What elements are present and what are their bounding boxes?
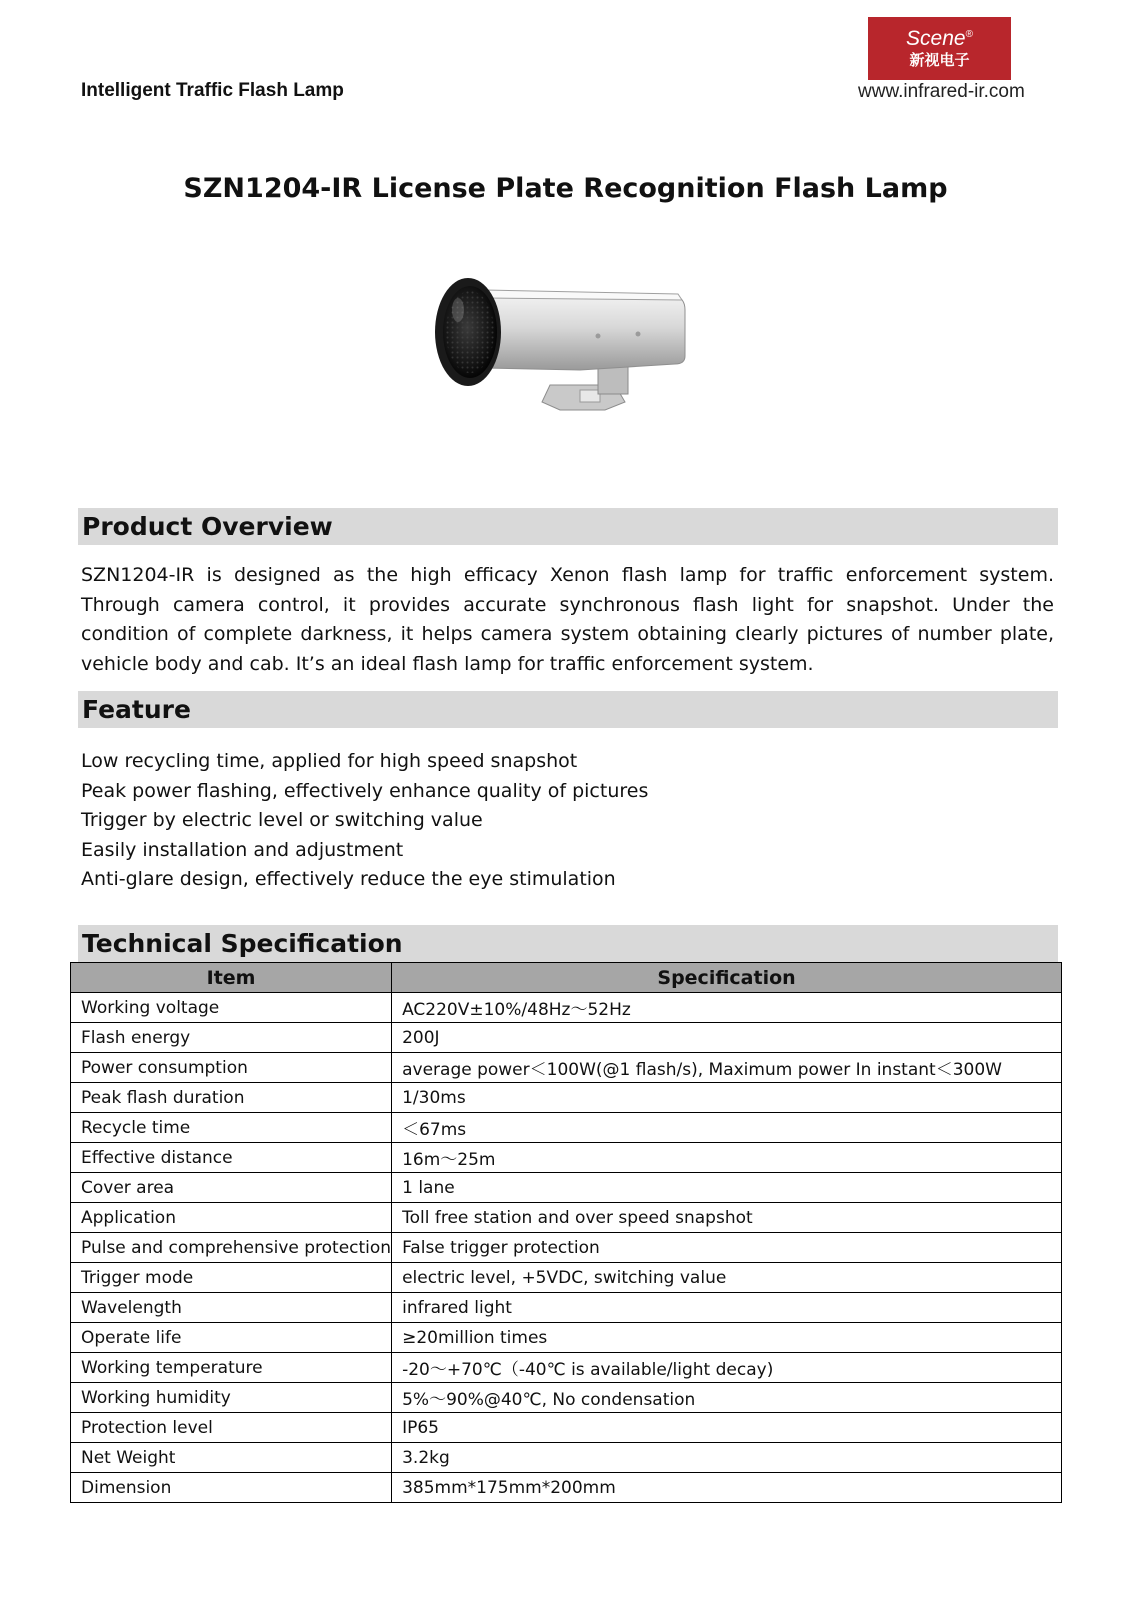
- logo-wordmark: Scene: [906, 27, 966, 50]
- spec-table: [70, 962, 1062, 1503]
- spec-item: Effective distance: [71, 1143, 392, 1173]
- section-heading-overview: Product Overview: [78, 508, 1058, 545]
- spec-value: infrared light: [392, 1293, 1062, 1323]
- feature-list: [81, 747, 648, 895]
- header-website: www.infrared-ir.com: [858, 81, 1025, 102]
- spec-item: Working temperature: [71, 1353, 392, 1383]
- table-row: [71, 1203, 1062, 1233]
- spec-value: 1/30ms: [392, 1083, 1062, 1113]
- feature-item: Anti-glare design, effectively reduce the eye stimulation: [81, 868, 616, 891]
- table-row: [71, 1473, 1062, 1503]
- table-row: [71, 1113, 1062, 1143]
- table-row: [71, 1443, 1062, 1473]
- feature-item: Peak power flashing, effectively enhance quality of pictures: [81, 779, 649, 802]
- spec-item: Operate life: [71, 1323, 392, 1353]
- spec-value: electric level, +5VDC, switching value: [392, 1263, 1062, 1293]
- brand-logo: [868, 17, 1011, 80]
- spec-item: Wavelength: [71, 1293, 392, 1323]
- table-row: [71, 1053, 1062, 1083]
- page-title: SZN1204-IR License Plate Recognition Flash Lamp: [183, 173, 948, 204]
- spec-value: IP65: [392, 1413, 1062, 1443]
- spec-item: Trigger mode: [71, 1263, 392, 1293]
- table-row: [71, 1023, 1062, 1053]
- table-row: [71, 1083, 1062, 1113]
- table-row: [71, 1143, 1062, 1173]
- spec-item: Dimension: [71, 1473, 392, 1503]
- table-row: [71, 1323, 1062, 1353]
- spec-item: Working humidity: [71, 1383, 392, 1413]
- section-heading-spec: Technical Specification: [78, 925, 1058, 962]
- section-heading-feature: Feature: [78, 691, 1058, 728]
- spec-item: Recycle time: [71, 1113, 392, 1143]
- spec-value: ＜67ms: [392, 1113, 1062, 1143]
- spec-value: 385mm*175mm*200mm: [392, 1473, 1062, 1503]
- table-row: [71, 1173, 1062, 1203]
- spec-item: Net Weight: [71, 1443, 392, 1473]
- header-doc-type: Intelligent Traffic Flash Lamp: [81, 80, 344, 101]
- table-row: [71, 1413, 1062, 1443]
- spec-value: ≥20million times: [392, 1323, 1062, 1353]
- spec-value: 200J: [392, 1023, 1062, 1053]
- spec-item: Working voltage: [71, 993, 392, 1023]
- spec-value: 1 lane: [392, 1173, 1062, 1203]
- table-row: [71, 1233, 1062, 1263]
- spec-value: False trigger protection: [392, 1233, 1062, 1263]
- spec-item: Cover area: [71, 1173, 392, 1203]
- spec-item: Application: [71, 1203, 392, 1233]
- feature-item: Trigger by electric level or switching value: [81, 809, 483, 832]
- feature-item: Easily installation and adjustment: [81, 838, 404, 861]
- spec-value: 3.2kg: [392, 1443, 1062, 1473]
- spec-table-header: [71, 963, 1062, 993]
- spec-value: AC220V±10%/48Hz～52Hz: [392, 993, 1062, 1023]
- col-header-specification: Specification: [392, 963, 1062, 993]
- product-image: [430, 270, 715, 435]
- spec-item: Protection level: [71, 1413, 392, 1443]
- logo-chinese-name: 新视电子: [909, 52, 970, 69]
- spec-item: Flash energy: [71, 1023, 392, 1053]
- table-row: [71, 993, 1062, 1023]
- spec-value: 5%～90%@40℃, No condensation: [392, 1383, 1062, 1413]
- spec-value: average power＜100W(@1 flash/s), Maximum power In instant＜300W: [392, 1053, 1062, 1083]
- table-row: [71, 1383, 1062, 1413]
- spec-item: Pulse and comprehensive protection: [71, 1233, 392, 1263]
- table-row: [71, 1353, 1062, 1383]
- registered-mark: ®: [965, 29, 973, 40]
- overview-paragraph: SZN1204-IR is designed as the high efficacy Xenon flash lamp for traffic enforcement system. Through camera control, it provides accurate synchronous flash light for snapshot. Under the condition of complete darkness, it helps camera system obtaining clearly pictures of number plate, vehicle body and cab. It’s an ideal flash lamp for traffic enforcement system.: [81, 564, 1054, 675]
- spec-value: -20～+70℃（-40℃ is available/light decay): [392, 1353, 1062, 1383]
- spec-value: 16m～25m: [392, 1143, 1062, 1173]
- spec-value: Toll free station and over speed snapshot: [392, 1203, 1062, 1233]
- col-header-item: Item: [71, 963, 392, 993]
- feature-item: Low recycling time, applied for high speed snapshot: [81, 750, 578, 772]
- table-row: [71, 1293, 1062, 1323]
- spec-item: Power consumption: [71, 1053, 392, 1083]
- table-row: [71, 1263, 1062, 1293]
- spec-item: Peak flash duration: [71, 1083, 392, 1113]
